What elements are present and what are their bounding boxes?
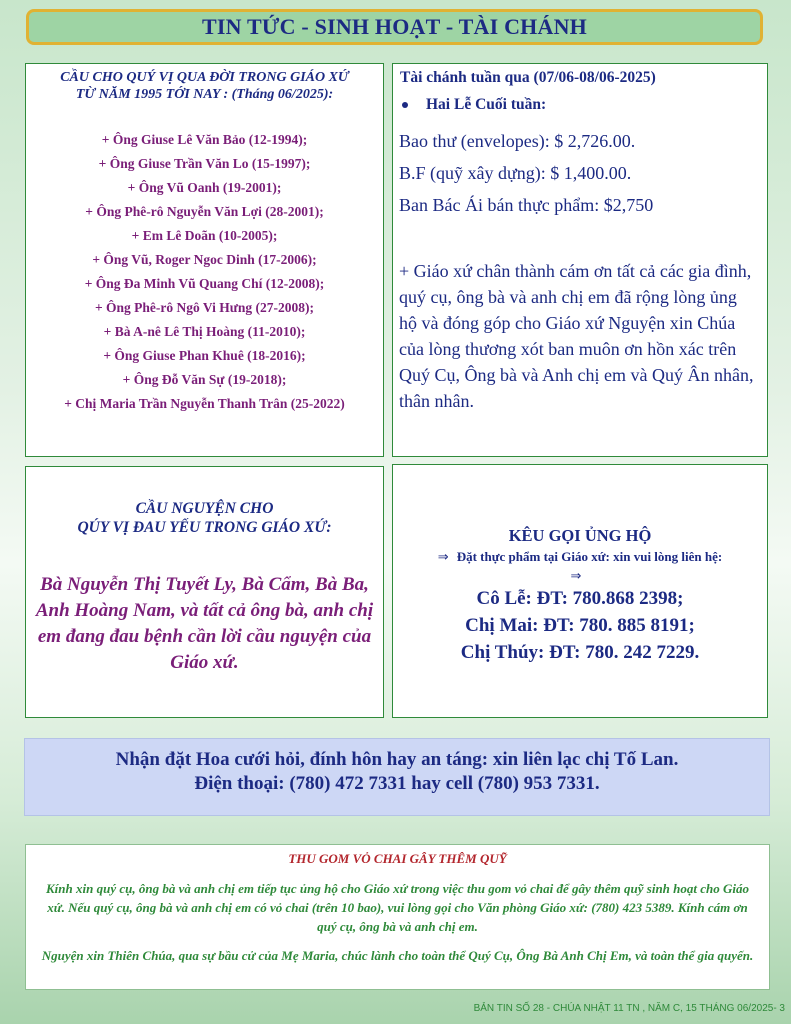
arrow-right-icon: ⇒ — [570, 569, 582, 584]
deceased-heading-line2: TỪ NĂM 1995 TỚI NAY : (Tháng 06/2025): — [75, 87, 334, 102]
page-footer: BẢN TIN SỐ 28 - CHÚA NHẬT 11 TN , NĂM C, 15 THÁNG 06/2025- 3 — [473, 1003, 785, 1014]
flowers-notice — [24, 738, 770, 816]
contact-item: Chị Mai: ĐT: 780. 885 8191; — [465, 615, 695, 636]
finance-title: Tài chánh tuần qua (07/06-08/06-2025) — [400, 69, 656, 86]
finance-subtitle: Hai Lễ Cuối tuần: — [426, 96, 547, 113]
contact-list — [393, 585, 767, 666]
list-item: + Em Lê Doãn (10-2005); — [131, 228, 278, 243]
sick-names: Bà Nguyễn Thị Tuyết Ly, Bà Cẩm, Bà Ba, Anh Hoàng Nam, và tất cả ông bà, anh chị em đang đau bệnh cần lời cầu nguyện của Giáo xứ. — [35, 574, 374, 673]
contact-item: Cô Lễ: ĐT: 780.868 2398; — [476, 588, 684, 609]
list-item: + Ông Phê-rô Nguyễn Văn Lợi (28-2001); — [85, 204, 324, 219]
contact-item: Chị Thúy: ĐT: 780. 242 7229. — [460, 642, 700, 663]
list-item: + Ông Giuse Trần Văn Lo (15-1997); — [98, 156, 311, 171]
deceased-heading — [26, 69, 383, 103]
support-request-row — [393, 549, 767, 565]
arrow-right-icon: ⇒ — [437, 549, 449, 565]
list-item: + Ông Vũ, Roger Ngoc Dinh (17-2006); — [92, 252, 317, 267]
flowers-phone: Điện thoại: (780) 472 7331 hay cell (780) 953 7331. — [194, 773, 600, 794]
support-request-text: Đặt thực phẩm tại Giáo xứ: xin vui lòng liên hệ: — [456, 549, 723, 564]
list-item: + Ông Giuse Lê Văn Bảo (12-1994); — [101, 132, 308, 147]
finance-charity-sales: Ban Bác Ái bán thực phẩm: $2,750 — [399, 195, 654, 215]
header-banner — [26, 9, 763, 45]
list-item: + Chị Maria Trần Nguyễn Thanh Trân (25-2022) — [64, 396, 345, 411]
support-heading: KÊU GỌI ỦNG HỘ — [508, 526, 652, 545]
deceased-section — [25, 63, 384, 457]
support-section — [392, 464, 768, 718]
list-item: + Ông Giuse Phan Khuê (18-2016); — [103, 348, 306, 363]
page-title: TIN TỨC - SINH HOẠT - TÀI CHÁNH — [202, 14, 587, 39]
sick-heading-line2: QÚY VỊ ĐAU YẾU TRONG GIÁO XỨ: — [77, 519, 332, 536]
finance-envelopes: Bao thư (envelopes): $ 2,726.00. — [399, 131, 636, 151]
sick-heading — [26, 499, 383, 537]
deceased-list — [26, 128, 383, 416]
finance-building-fund: B.F (quỹ xây dựng): $ 1,400.00. — [399, 163, 632, 183]
bottle-drive-paragraph: Kính xin quý cụ, ông bà và anh chị em tiếp tục ủng hộ cho Giáo xứ trong việc thu gom vỏ chai để gây thêm quỹ sinh hoạt cho Giáo xứ. Nếu quý cụ, ông bà và anh chị em có vỏ chai (trên 10 bao), vui lòng gọi cho Văn phòng Giáo xứ: (780) 423 5389. Kính cám ơn quý cụ, ông bà và anh chị em. — [46, 881, 749, 934]
bullet-icon — [402, 102, 408, 108]
list-item: + Ông Vũ Oanh (19-2001); — [127, 180, 282, 195]
deceased-heading-line1: CẦU CHO QUÝ VỊ QUA ĐỜI TRONG GIÁO XỨ — [60, 70, 349, 85]
sick-section — [25, 466, 384, 718]
finance-thanks: + Giáo xứ chân thành cám ơn tất cả các gia đình, quý cụ, ông bà và anh chị em đã rộng lòng ủng hộ và đóng góp cho Giáo xứ Nguyện xin Chúa của lòng thương xót ban muôn ơn hồn xác trên Quý Cụ, Ông bà và Anh chị em và Quý Ân nhân, thân nhân. — [399, 261, 754, 411]
finance-section — [392, 63, 768, 457]
finance-subtitle-row — [400, 96, 767, 114]
list-item: + Bà A-nê Lê Thị Hoàng (11-2010); — [103, 324, 306, 339]
bottle-drive-title: THU GOM VỎ CHAI GÂY THÊM QUỸ — [288, 851, 507, 866]
blessing-paragraph: Nguyện xin Thiên Chúa, qua sự bầu cử của Mẹ Maria, chúc lành cho toàn thể Quý Cụ, Ông Bà Anh Chị Em, và toàn thể gia quyến. — [41, 948, 754, 963]
list-item: + Ông Phê-rô Ngô Vi Hưng (27-2008); — [94, 300, 315, 315]
support-arrow-row — [393, 567, 767, 585]
bottle-drive-section — [25, 844, 770, 990]
sick-heading-line1: CẦU NGUYỆN CHO — [135, 500, 274, 517]
flowers-text: Nhận đặt Hoa cưới hỏi, đính hôn hay an táng: xin liên lạc chị Tố Lan. — [115, 749, 679, 770]
list-item: + Ông Đa Minh Vũ Quang Chí (12-2008); — [84, 276, 325, 291]
list-item: + Ông Đỗ Văn Sự (19-2018); — [122, 372, 287, 387]
